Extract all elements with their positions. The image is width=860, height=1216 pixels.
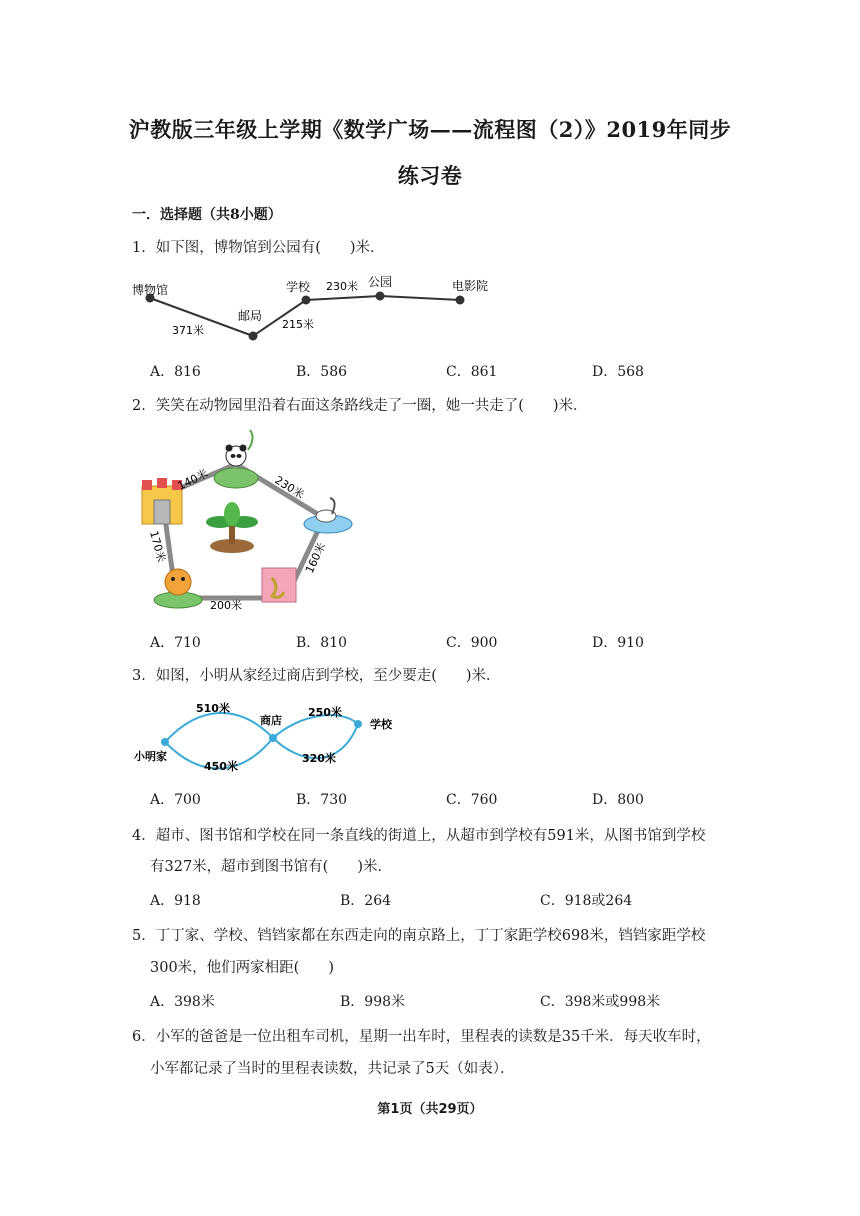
q1-distance-1: 371米 — [172, 324, 204, 337]
question-4-line2: 有327米，超市到图书馆有( )米． — [150, 859, 392, 875]
q1-post-office-point — [249, 332, 258, 341]
q4-option-a[interactable]: A．918 — [150, 893, 201, 909]
q1-label-museum: 博物馆 — [132, 283, 169, 297]
question-4-line1: 4．超市、图书馆和学校在同一条直线的街道上，从超市到学校有591米，从图书馆到学校 — [132, 828, 706, 844]
question-6-line2: 小军都记录了当时的里程表读数，共记录了5天（如表）． — [150, 1061, 515, 1077]
question-5-line2: 300米，他们两家相距( ) — [150, 960, 334, 976]
q1-label-cinema: 电影院 — [452, 279, 489, 293]
q3-upper-route-home-shop — [165, 713, 273, 742]
q3-option-a[interactable]: A．700 — [150, 792, 201, 808]
page-title-line2: 练习卷 — [397, 163, 463, 188]
q1-distance-2: 215米 — [282, 318, 314, 331]
q3-distance-1: 510米 — [196, 702, 230, 715]
q1-label-school: 学校 — [286, 280, 311, 294]
q3-label-school: 学校 — [370, 718, 392, 731]
q5-option-a[interactable]: A．398米 — [150, 994, 215, 1010]
q3-school-point — [354, 720, 362, 728]
question-5-line1: 5．丁丁家、学校、铛铛家都在东西走向的南京路上，丁丁家距学校698米，铛铛家距学校 — [132, 928, 706, 944]
q1-option-d[interactable]: D．568 — [592, 364, 644, 380]
q1-label-park: 公园 — [368, 275, 393, 289]
q2-distance-3: 160米 — [302, 540, 329, 576]
q2-distance-4: 200米 — [210, 599, 242, 612]
question-1: 1．如下图，博物馆到公园有( )米． — [132, 240, 385, 256]
q2-option-c[interactable]: C．900 — [446, 635, 498, 651]
section-heading: 一．选择题（共8小题） — [132, 207, 282, 223]
q3-route-diagram — [130, 694, 410, 778]
q4-option-c[interactable]: C．918或264 — [540, 893, 633, 909]
swan-pond-icon — [304, 498, 352, 533]
q3-distance-4: 320米 — [302, 752, 336, 765]
q2-distance-2: 230米 — [272, 473, 307, 502]
q1-option-b[interactable]: B．586 — [296, 364, 348, 380]
q5-option-b[interactable]: B．998米 — [340, 994, 406, 1010]
q3-label-shop: 商店 — [260, 714, 282, 727]
q3-option-c[interactable]: C．760 — [446, 792, 498, 808]
q3-option-b[interactable]: B．730 — [296, 792, 348, 808]
question-3: 3．如图，小明从家经过商店到学校，至少要走( )米． — [132, 668, 501, 684]
q2-option-b[interactable]: B．810 — [296, 635, 348, 651]
snake-house-icon — [262, 568, 296, 602]
q2-distance-5: 170米 — [147, 529, 168, 564]
page-title-line1: 沪教版三年级上学期《数学广场——流程图（2）》2019年同步 — [128, 117, 732, 142]
zoo-gate-icon — [142, 478, 182, 524]
q2-zoo-diagram — [132, 428, 362, 618]
q1-park-point — [376, 292, 385, 301]
q1-cinema-point — [456, 296, 465, 305]
palm-tree-icon — [206, 502, 258, 553]
q3-option-d[interactable]: D．800 — [592, 792, 644, 808]
q3-distance-3: 250米 — [308, 706, 342, 719]
q1-option-a[interactable]: A．816 — [150, 364, 201, 380]
q3-distance-2: 450米 — [204, 760, 238, 773]
q2-option-d[interactable]: D．910 — [592, 635, 644, 651]
panda-enclosure-icon — [214, 430, 258, 488]
q4-option-b[interactable]: B．264 — [340, 893, 392, 909]
q2-distance-1: 140米 — [175, 466, 211, 493]
q1-school-point — [302, 296, 311, 305]
q5-option-c[interactable]: C．398米或998米 — [540, 994, 661, 1010]
q3-label-home: 小明家 — [134, 750, 167, 763]
q2-option-a[interactable]: A．710 — [150, 635, 201, 651]
q1-route-diagram — [128, 268, 508, 348]
tiger-enclosure-icon — [154, 569, 202, 608]
question-2: 2．笑笑在动物园里沿着右面这条路线走了一圈，她一共走了( )米． — [132, 398, 588, 414]
q1-label-post-office: 邮局 — [238, 309, 263, 323]
question-6-line1: 6．小军的爸爸是一位出租车司机，星期一出车时，里程表的读数是35千米．每天收车时， — [132, 1029, 711, 1045]
q3-shop-point — [269, 734, 277, 742]
q1-option-c[interactable]: C．861 — [446, 364, 498, 380]
page-footer: 第1页（共29页） — [377, 1102, 483, 1117]
q1-distance-3: 230米 — [326, 280, 358, 293]
q3-home-point — [161, 738, 169, 746]
